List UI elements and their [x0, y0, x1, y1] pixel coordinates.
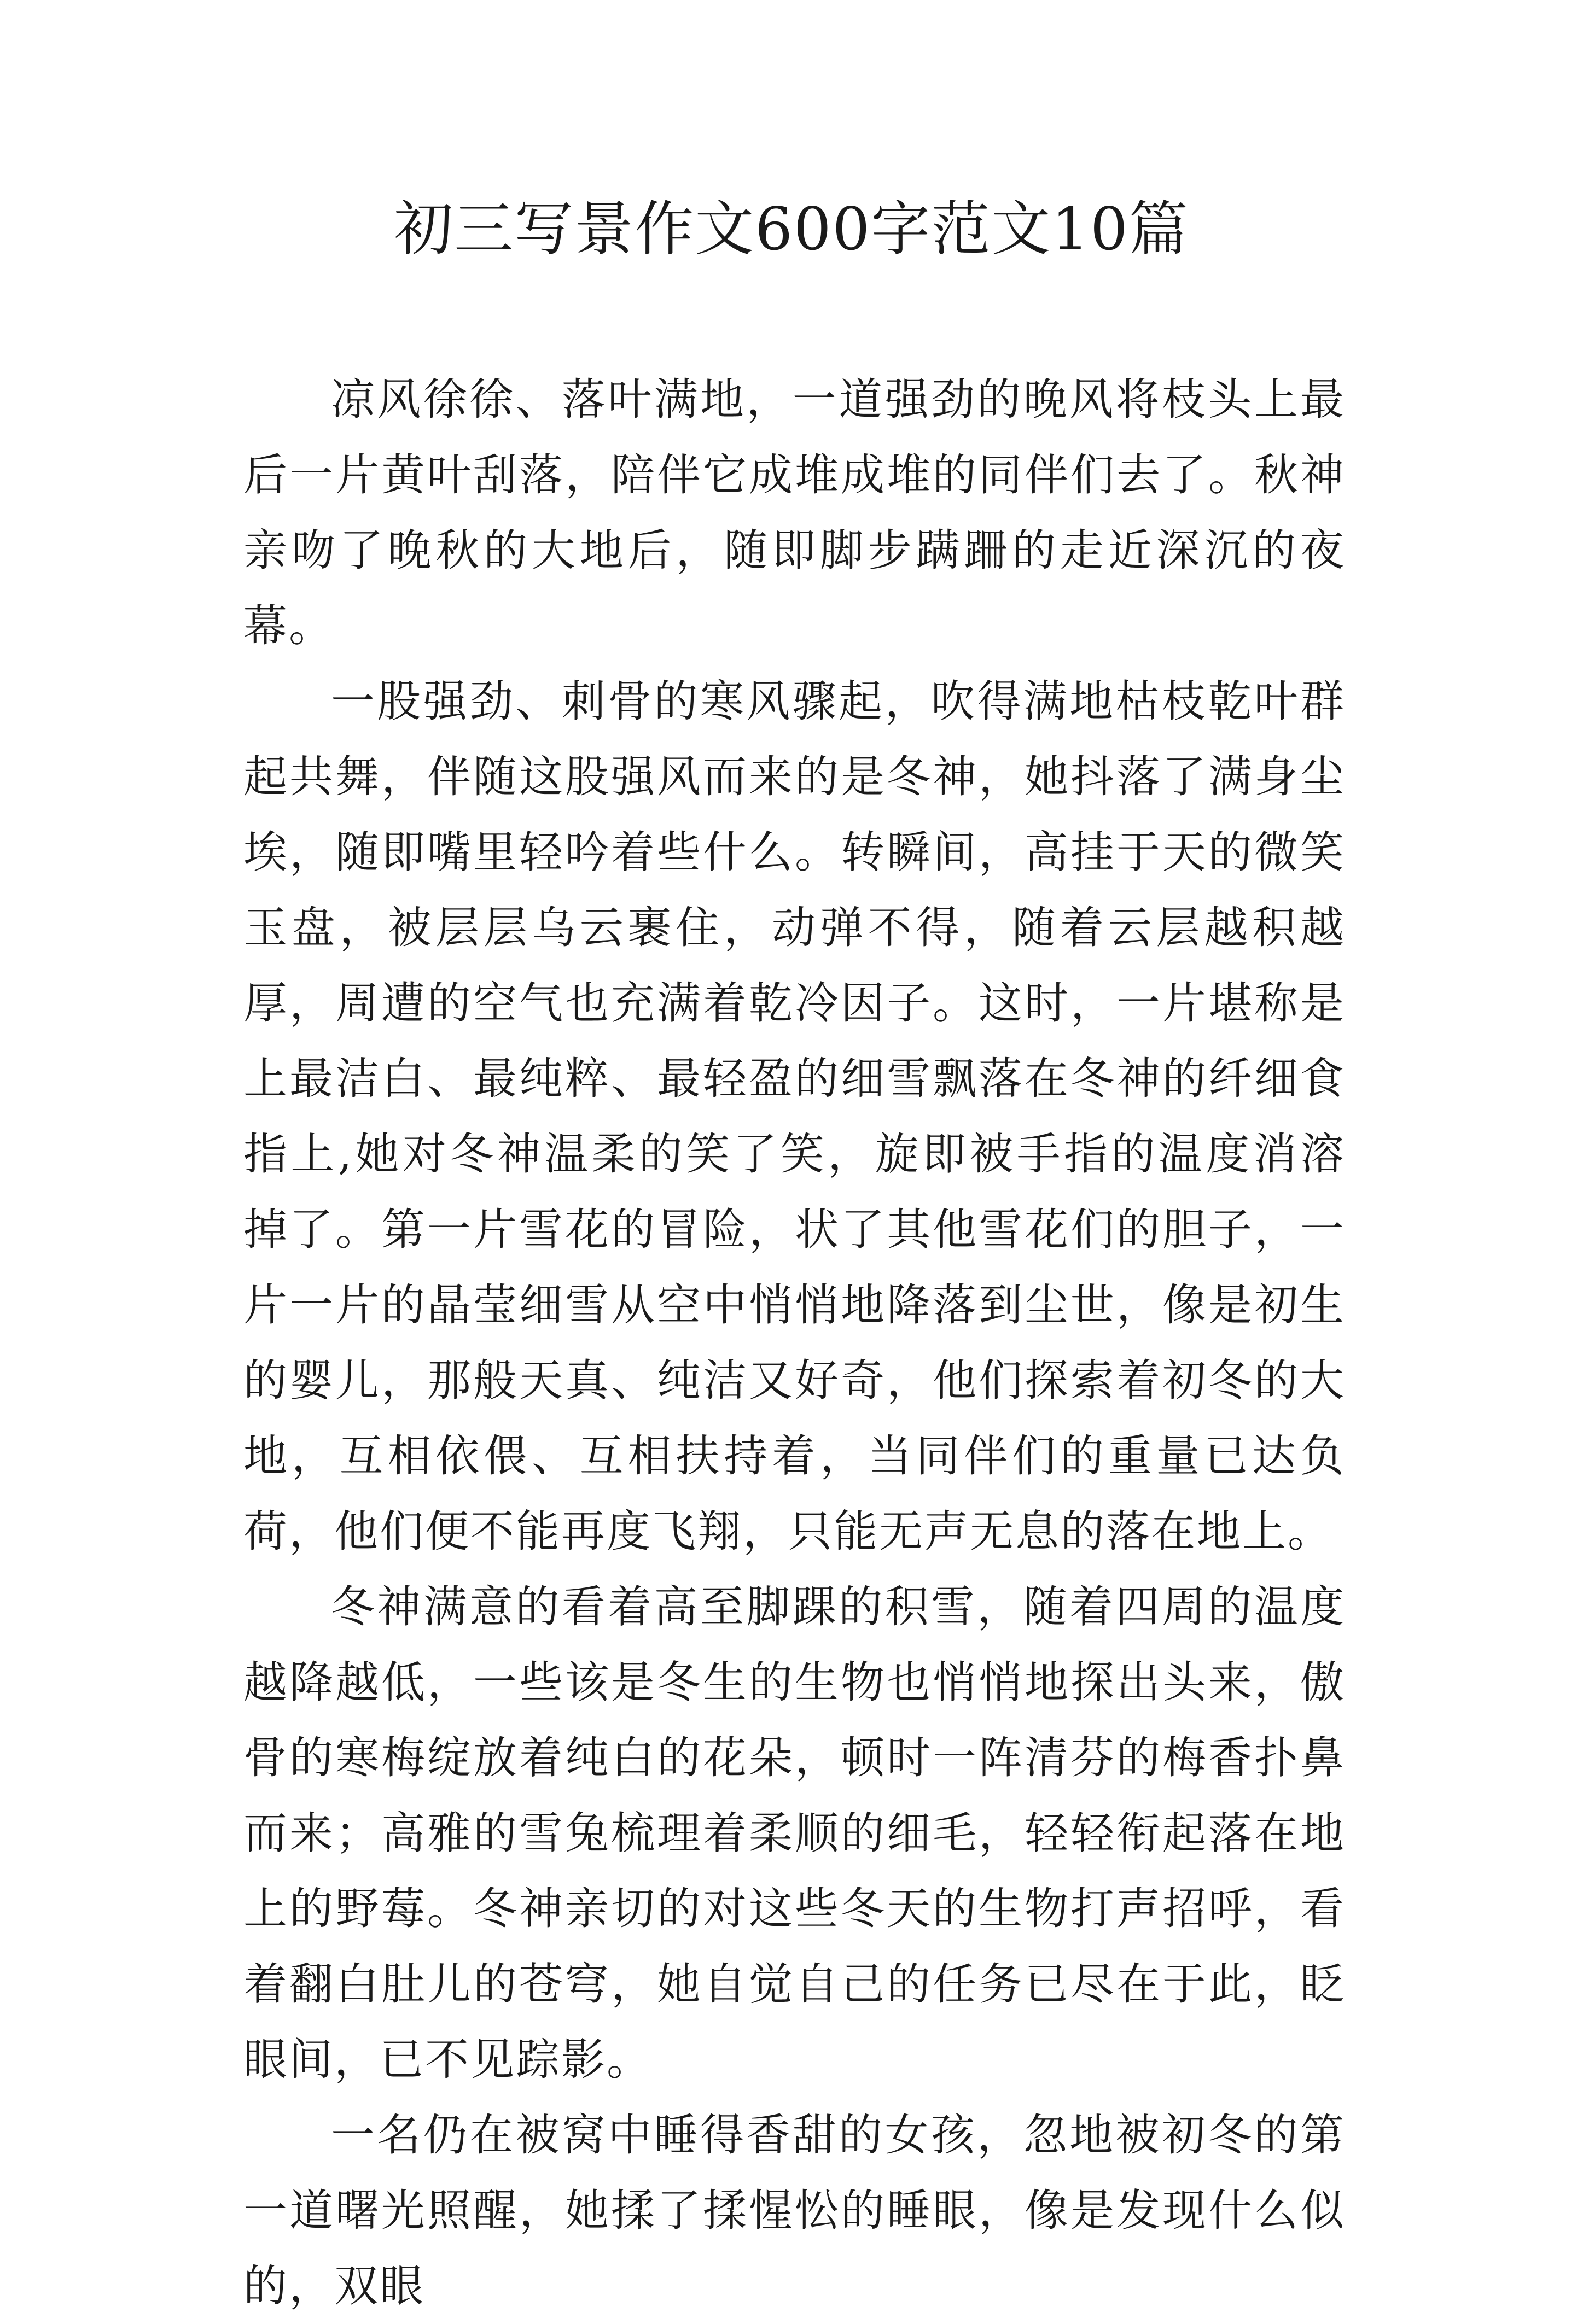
paragraph-3: 冬神满意的看着高至脚踝的积雪，随着四周的温度越降越低，一些该是冬生的生物也悄悄地探出头来，傲骨的寒梅绽放着纯白的花朵，顿时一阵清芬的梅香扑鼻而来；高雅的雪兔梳理着柔顺的细毛，轻轻衔起落在地上的野莓。冬神亲切的对这些冬天的生物打声招呼，看着翻白肚儿的苍穹，她自觉自己的任务已尽在于此，眨眼间，已不见踪影。	[243, 1581, 1346, 2085]
paragraph-1: 凉风徐徐、落叶满地，一道强劲的晚风将枝头上最后一片黄叶刮落，陪伴它成堆成堆的同伴们去了。秋神亲吻了晚秋的大地后，随即脚步蹒跚的走近深沉的夜幕。	[243, 374, 1346, 651]
paragraph-2: 一股强劲、刺骨的寒风骤起，吹得满地枯枝乾叶群起共舞，伴随这股强风而来的是冬神，她抖落了满身尘埃，随即嘴里轻吟着些什么。转瞬间，高挂于天的微笑玉盘，被层层乌云裹住，动弹不得，随着云层越积越厚，周遭的空气也充满着乾冷因子。这时，一片堪称是上最洁白、最纯粹、最轻盈的细雪飘落在冬神的纤细食指上,她对冬神温柔的笑了笑，旋即被手指的温度消溶掉了。第一片雪花的冒险，状了其他雪花们的胆子，一片一片的晶莹细雪从空中悄悄地降落到尘世，像是初生的婴儿，那般天真、纯洁又好奇，他们探索着初冬的大地，互相依偎、互相扶持着，当同伴们的重量已达负荷，他们便不能再度飞翔，只能无声无息的落在地上。	[243, 676, 1346, 1557]
document-body	[243, 362, 1346, 2324]
document-title: 初三写景作文600字范文10篇	[394, 195, 1189, 264]
paragraph-4: 一名仍在被窝中睡得香甜的女孩，忽地被初冬的第一道曙光照醒，她揉了揉惺忪的睡眼，像是发现什么似的，双眼	[243, 2110, 1346, 2311]
